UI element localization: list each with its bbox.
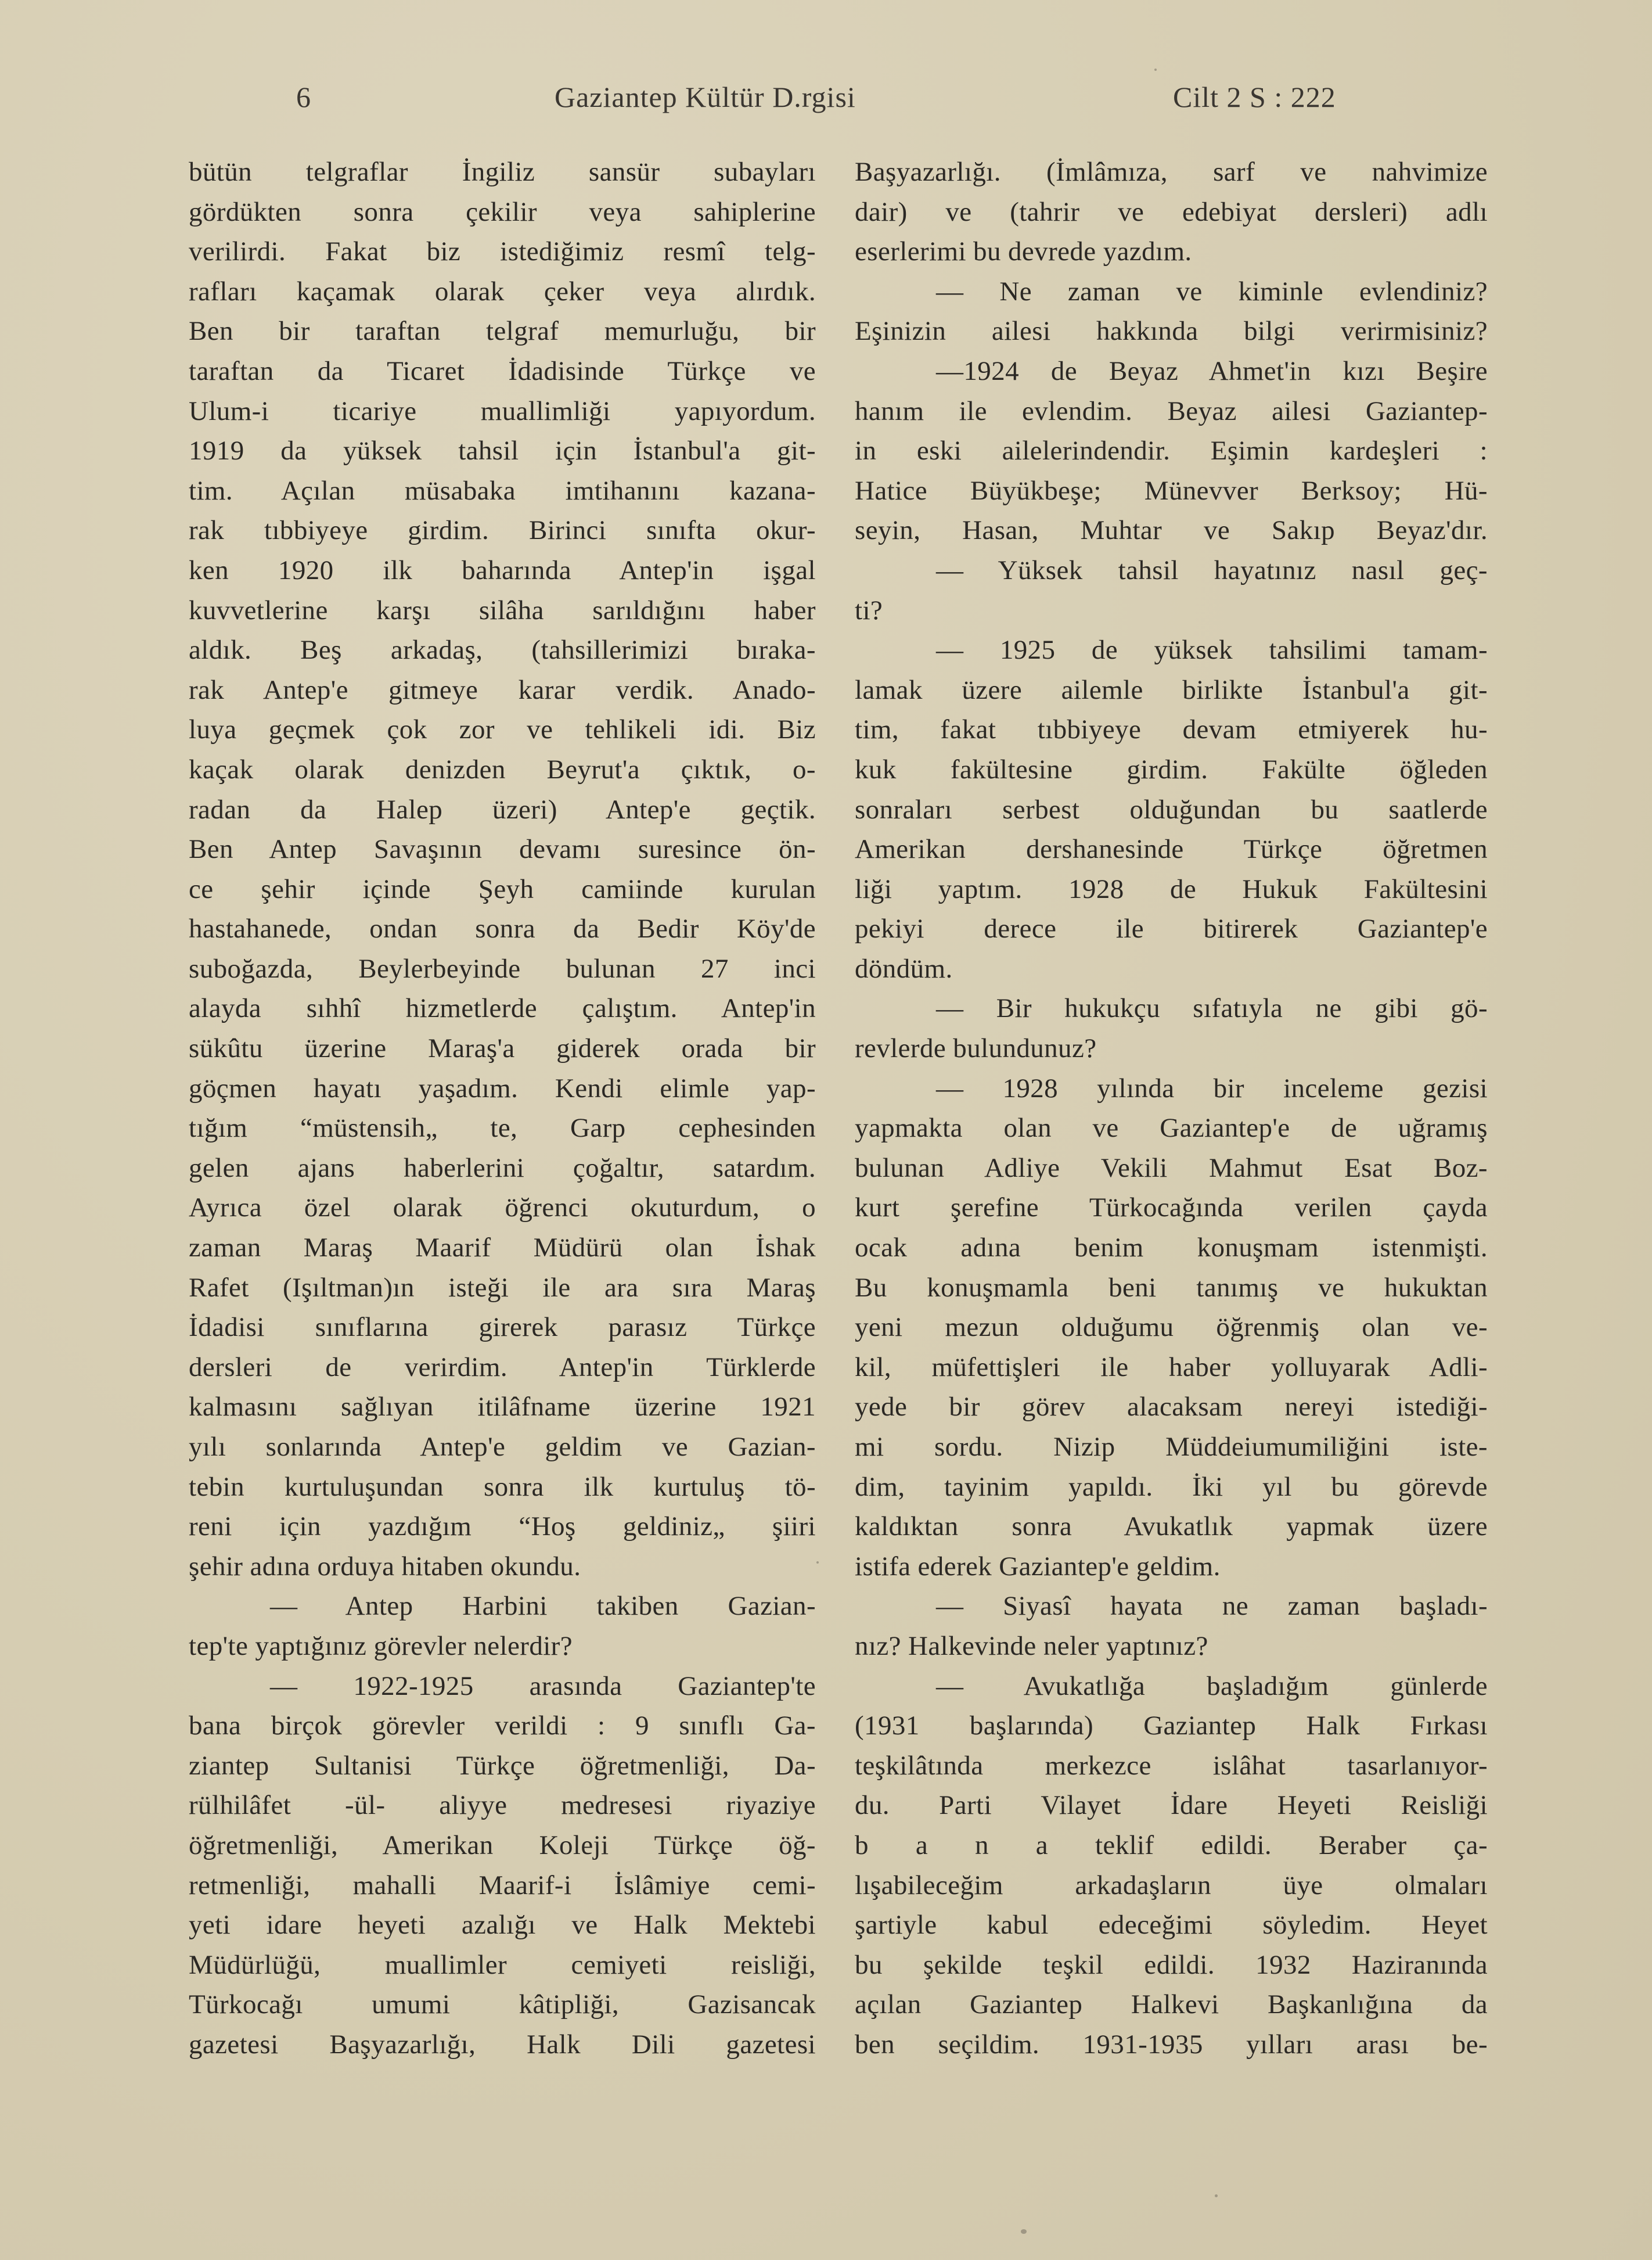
text-line: — Ne zaman ve kiminle evlendiniz? <box>936 276 1488 307</box>
page-number: 6 <box>296 81 311 113</box>
text-line: Müdürlüğü, muallimler cemiyeti reisliği, <box>189 1949 816 1980</box>
text-line: pekiyi derece ile bitirerek Gaziantep'e <box>855 914 1488 944</box>
text-line: radan da Halep üzeri) Antep'e geçtik. <box>189 794 816 825</box>
volume-issue: Cilt 2 S : 222 <box>1173 81 1336 113</box>
left-text-column <box>189 152 816 2065</box>
text-line: yeni mezun olduğumu öğrenmiş olan ve- <box>855 1312 1488 1343</box>
text-line: eserlerimi bu devrede yazdım. <box>855 236 1192 267</box>
text-line: teşkilâtında merkezce islâhat tasarlanıyor- <box>855 1750 1488 1781</box>
text-line: taraftan da Ticaret İdadisinde Türkçe ve <box>189 355 816 386</box>
text-line: lışabileceğim arkadaşların üye olmaları <box>855 1870 1488 1900</box>
text-line: alayda sıhhî hizmetlerde çalıştım. Antep'in <box>189 993 816 1024</box>
text-line: dair) ve (tahrir ve edebiyat dersleri) adlı <box>855 196 1488 227</box>
text-line: şartiyle kabul edeceğimi söyledim. Heyet <box>855 1910 1488 1941</box>
text-line: Ayrıca özel olarak öğrenci okuturdum, o <box>189 1192 816 1223</box>
text-line: bütün telgraflar İngiliz sansür subayları <box>189 157 816 187</box>
text-line: rafları kaçamak olarak çeker veya alırdık. <box>189 276 816 307</box>
text-line: yılı sonlarında Antep'e geldim ve Gazian- <box>189 1432 816 1462</box>
text-line: kil, müfettişleri ile haber yolluyarak Adli- <box>855 1352 1488 1382</box>
text-line: hanım ile evlendim. Beyaz ailesi Gaziantep- <box>855 396 1488 426</box>
text-line: tığım “müstensih„ te, Garp cephesinden <box>189 1113 816 1144</box>
text-line: Eşinizin ailesi hakkında bilgi verirmisiniz? <box>855 316 1488 347</box>
text-line: reni için yazdığım “Hoş geldiniz„ şiiri <box>189 1511 816 1542</box>
text-line: lamak üzere ailemle birlikte İstanbul'a git- <box>855 674 1488 705</box>
text-line: kuk fakültesine girdim. Fakülte öğleden <box>855 754 1488 785</box>
paper-speck <box>1154 69 1157 71</box>
text-line: sükûtu üzerine Maraş'a giderek orada bir <box>189 1033 816 1064</box>
text-line: tep'te yaptığınız görevler nelerdir? <box>189 1630 573 1661</box>
text-line: Amerikan dershanesinde Türkçe öğretmen <box>855 834 1488 865</box>
text-line: kaçak olarak denizden Beyrut'a çıktık, o- <box>189 754 816 785</box>
text-line: döndüm. <box>855 953 953 984</box>
text-line: ken 1920 ilk baharında Antep'in işgal <box>189 555 816 585</box>
text-line: seyin, Hasan, Muhtar ve Sakıp Beyaz'dır. <box>855 515 1488 546</box>
text-line: Bu konuşmamla beni tanımış ve hukuktan <box>855 1272 1488 1303</box>
text-line: Rafet (Işıltman)ın isteği ile ara sıra Maraş <box>189 1272 816 1303</box>
text-line: tebin kurtuluşundan sonra ilk kurtuluş tö- <box>189 1471 816 1502</box>
text-line: bana birçok görevler verildi : 9 sınıflı Ga- <box>189 1711 816 1741</box>
text-line: — 1925 de yüksek tahsilimi tamam- <box>936 635 1488 666</box>
right-text-column <box>855 152 1488 2065</box>
text-line: ocak adına benim konuşmam istenmişti. <box>855 1233 1488 1263</box>
text-line: gördükten sonra çekilir veya sahiplerine <box>189 196 816 227</box>
text-line: dim, tayinim yapıldı. İki yıl bu görevde <box>855 1471 1488 1502</box>
text-line: — 1928 yılında bir inceleme gezisi <box>936 1073 1488 1104</box>
text-line: bulunan Adliye Vekili Mahmut Esat Boz- <box>855 1152 1488 1183</box>
text-line: dersleri de verirdim. Antep'in Türklerde <box>189 1352 816 1382</box>
text-line: — Antep Harbini takiben Gazian- <box>270 1591 816 1622</box>
text-line: hastahanede, ondan sonra da Bedir Köy'de <box>189 914 816 944</box>
text-line: aldık. Beş arkadaş, (tahsillerimizi bıraka- <box>189 635 816 666</box>
text-line: kalmasını sağlıyan itilâfname üzerine 1921 <box>189 1392 816 1422</box>
text-line: rak Antep'e gitmeye karar verdik. Anado- <box>189 674 816 705</box>
text-line: sonraları serbest olduğundan bu saatlerde <box>855 794 1488 825</box>
text-line: in eski ailelerindendir. Eşimin kardeşleri : <box>855 436 1488 466</box>
text-line: — Siyasî hayata ne zaman başladı- <box>936 1591 1488 1622</box>
text-line: yapmakta olan ve Gaziantep'e de uğramış <box>855 1113 1488 1144</box>
text-line: zaman Maraş Maarif Müdürü olan İshak <box>189 1233 816 1263</box>
text-line: luya geçmek çok zor ve tehlikeli idi. Biz <box>189 714 816 745</box>
text-line: gazetesi Başyazarlığı, Halk Dili gazetesi <box>189 2029 816 2060</box>
text-line: du. Parti Vilayet İdare Heyeti Reisliği <box>855 1790 1488 1821</box>
text-line: ce şehir içinde Şeyh camiinde kurulan <box>189 874 816 904</box>
text-line: kaldıktan sonra Avukatlık yapmak üzere <box>855 1511 1488 1542</box>
text-line: açılan Gaziantep Halkevi Başkanlığına da <box>855 1989 1488 2020</box>
text-line: — 1922-1925 arasında Gaziantep'te <box>270 1670 816 1701</box>
text-line: revlerde bulundunuz? <box>855 1033 1097 1064</box>
paper-speck <box>1215 2194 1218 2197</box>
text-line: rülhilâfet -ül- aliyye medresesi riyaziye <box>189 1790 816 1821</box>
text-line: suboğazda, Beylerbeyinde bulunan 27 inci <box>189 953 816 984</box>
text-line: ti? <box>855 595 883 626</box>
text-line: — Bir hukukçu sıfatıyla ne gibi gö- <box>936 993 1488 1024</box>
text-line: 1919 da yüksek tahsil için İstanbul'a git- <box>189 436 816 466</box>
text-line: retmenliği, mahalli Maarif-i İslâmiye cemi- <box>189 1870 816 1900</box>
text-line: — Yüksek tahsil hayatınız nasıl geç- <box>936 555 1488 585</box>
paper-speck <box>816 1561 819 1564</box>
journal-title: Gaziantep Kültür D.rgisi <box>555 81 856 113</box>
text-line: — Avukatlığa başladığım günlerde <box>936 1670 1488 1701</box>
text-line: (1931 başlarında) Gaziantep Halk Fırkası <box>855 1711 1488 1741</box>
text-line: b a n a teklif edildi. Beraber ça- <box>855 1830 1488 1860</box>
text-line: yeti idare heyeti azalığı ve Halk Mektebi <box>189 1910 816 1941</box>
text-line: gelen ajans haberlerini çoğaltır, satardım. <box>189 1152 816 1183</box>
text-line: rak tıbbiyeye girdim. Birinci sınıfta okur- <box>189 515 816 546</box>
text-line: Türkocağı umumi kâtipliği, Gazisancak <box>189 1989 816 2020</box>
text-line: —1924 de Beyaz Ahmet'in kızı Beşire <box>936 355 1488 386</box>
text-line: Ben bir taraftan telgraf memurluğu, bir <box>189 316 816 347</box>
text-line: tim. Açılan müsabaka imtihanını kazana- <box>189 475 816 506</box>
text-line: verilirdi. Fakat biz istediğimiz resmî telg- <box>189 236 816 267</box>
text-line: Başyazarlığı. (İmlâmıza, sarf ve nahvimize <box>855 157 1488 187</box>
text-line: mi sordu. Nizip Müddeiumumiliğini iste- <box>855 1432 1488 1462</box>
text-line: göçmen hayatı yaşadım. Kendi elimle yap- <box>189 1073 816 1104</box>
text-line: İdadisi sınıflarına girerek parasız Türkçe <box>189 1312 816 1343</box>
text-line: Ulum-i ticariye muallimliği yapıyordum. <box>189 396 816 426</box>
text-line: nız? Halkevinde neler yaptınız? <box>855 1630 1208 1661</box>
text-line: öğretmenliği, Amerikan Koleji Türkçe öğ- <box>189 1830 816 1860</box>
text-line: yede bir görev alacaksam nereyi istediği- <box>855 1392 1488 1422</box>
text-line: istifa ederek Gaziantep'e geldim. <box>855 1551 1221 1582</box>
text-line: kuvvetlerine karşı silâha sarıldığını haber <box>189 595 816 626</box>
text-line: Ben Antep Savaşının devamı suresince ön- <box>189 834 816 865</box>
paper-speck <box>1021 2229 1027 2234</box>
text-line: tim, fakat tıbbiyeye devam etmiyerek hu- <box>855 714 1488 745</box>
text-line: bu şekilde teşkil edildi. 1932 Haziranında <box>855 1949 1488 1980</box>
text-line: ben seçildim. 1931-1935 yılları arası be- <box>855 2029 1488 2060</box>
text-line: şehir adına orduya hitaben okundu. <box>189 1551 581 1582</box>
text-line: kurt şerefine Türkocağında verilen çayda <box>855 1192 1488 1223</box>
text-line: ziantep Sultanisi Türkçe öğretmenliği, Da- <box>189 1750 816 1781</box>
page-header <box>0 80 1652 121</box>
text-line: liği yaptım. 1928 de Hukuk Fakültesini <box>855 874 1488 904</box>
text-line: Hatice Büyükbeşe; Münevver Berksoy; Hü- <box>855 475 1488 506</box>
